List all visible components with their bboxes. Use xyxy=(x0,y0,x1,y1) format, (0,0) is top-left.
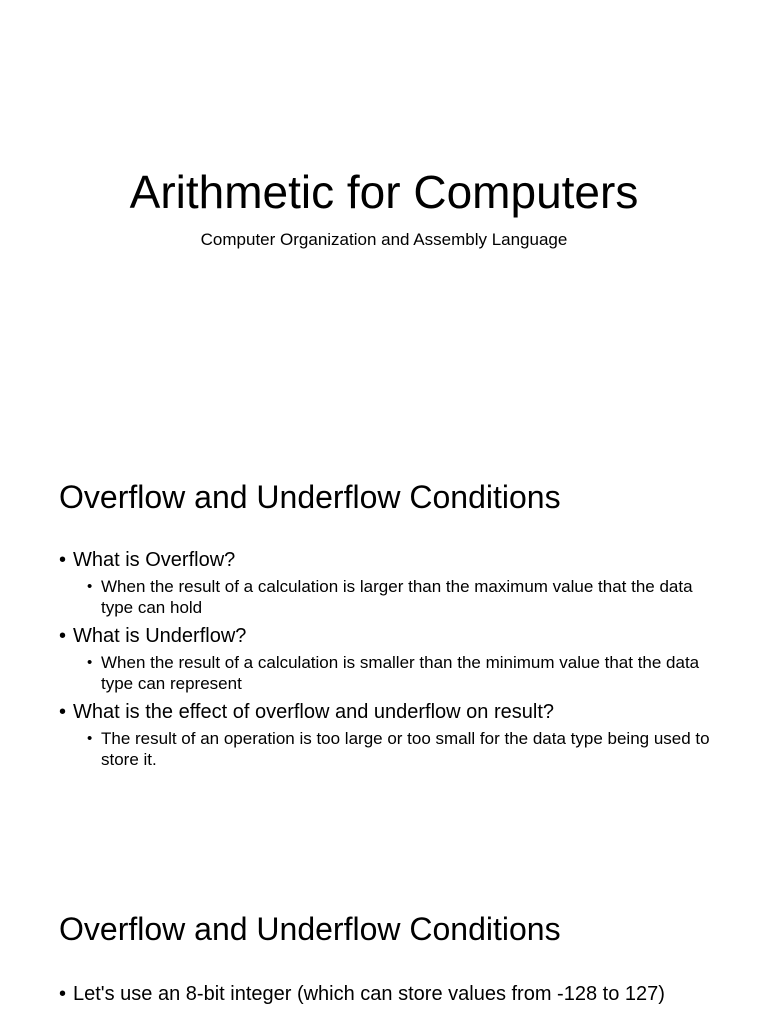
sub-bullet-item: • The result of an operation is too large or too small for the data type being used to store it. xyxy=(87,728,719,770)
bullet-text: What is Overflow? xyxy=(73,549,236,571)
bullet-text: Let's use an 8-bit integer (which can store values from -128 to 127) xyxy=(73,983,665,1005)
slide-overflow-underflow-definitions xyxy=(0,432,768,864)
slide-heading: Overflow and Underflow Conditions xyxy=(59,911,561,947)
sub-bullet-list xyxy=(59,728,719,770)
sub-bullet-list xyxy=(59,576,719,618)
presentation-subtitle: Computer Organization and Assembly Language xyxy=(200,230,568,249)
bullet-list xyxy=(59,982,719,1010)
slide-overflow-underflow-example xyxy=(0,864,768,1024)
bullet-item xyxy=(59,982,703,1006)
bullet-text: What is Underflow? xyxy=(73,625,247,647)
bullet-list xyxy=(59,548,719,776)
sub-bullet-list xyxy=(59,652,719,694)
sub-bullet-item: • When the result of a calculation is smaller than the minimum value that the data type can represent xyxy=(87,652,719,694)
presentation-title: Arithmetic for Computers xyxy=(129,166,639,218)
sub-bullet-item: • When the result of a calculation is larger than the maximum value that the data type can hold xyxy=(87,576,719,618)
title-slide xyxy=(0,0,768,432)
bullet-item xyxy=(59,700,719,724)
slide-heading: Overflow and Underflow Conditions xyxy=(59,479,561,515)
bullet-item xyxy=(59,624,719,648)
bullet-text: What is the effect of overflow and underflow on result? xyxy=(73,701,555,723)
bullet-item xyxy=(59,548,719,572)
